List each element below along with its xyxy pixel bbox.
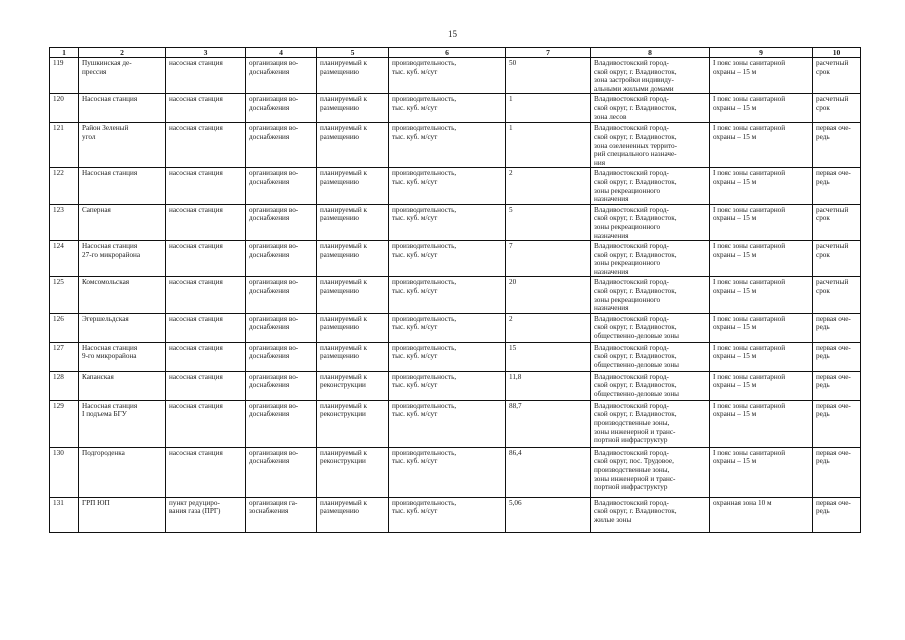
column-header-7: 7 [506,48,591,58]
cell-value: 86,4 [506,447,591,497]
cell-location: Владивостокский город- ской округ, г. Владивосток, общественно-деловые зоны [591,371,710,400]
cell-object-name: Эгершельдская [79,313,166,342]
cell-object-type: насосная станция [166,313,246,342]
table-row [50,497,861,532]
cell-row-number: 121 [50,123,79,168]
cell-location: Владивостокский город- ской округ, г. Владивосток, зона озелененных террито- рий специального назначе- ния [591,123,710,168]
column-header-3: 3 [166,48,246,58]
cell-status: планируемый к размещению [317,342,389,371]
cell-value: 1 [506,94,591,123]
cell-status: планируемый к реконструкции [317,371,389,400]
table-row [50,241,861,277]
cell-object-type: насосная станция [166,371,246,400]
cell-row-number: 130 [50,447,79,497]
cell-implementation-stage: первая оче- редь [813,342,861,371]
cell-object-name: Насосная станция [79,94,166,123]
cell-characteristic: производительность, тыс. куб. м/сут [389,342,506,371]
data-table [49,47,861,533]
cell-characteristic: производительность, тыс. куб. м/сут [389,277,506,313]
cell-characteristic: производительность, тыс. куб. м/сут [389,168,506,204]
cell-object-name: Район Зеленый угол [79,123,166,168]
cell-zone: I пояс зоны санитарной охраны – 15 м [710,241,813,277]
cell-status: планируемый к размещению [317,58,389,94]
cell-purpose: организация во- доснабжения [246,342,317,371]
cell-object-name: Насосная станция 9-го микрорайона [79,342,166,371]
cell-object-type: насосная станция [166,123,246,168]
table-row [50,371,861,400]
cell-value: 2 [506,168,591,204]
column-header-9: 9 [710,48,813,58]
cell-row-number: 120 [50,94,79,123]
cell-value: 88,7 [506,400,591,447]
cell-row-number: 128 [50,371,79,400]
table-row [50,58,861,94]
cell-zone: I пояс зоны санитарной охраны – 15 м [710,400,813,447]
table-row [50,400,861,447]
cell-status: планируемый к размещению [317,277,389,313]
page-number: 15 [448,29,457,39]
cell-status: планируемый к размещению [317,94,389,123]
cell-implementation-stage: расчетный срок [813,94,861,123]
cell-object-name: Пушкинская де- прессия [79,58,166,94]
cell-implementation-stage: первая оче- редь [813,371,861,400]
cell-location: Владивостокский город- ской округ, г. Владивосток, общественно-деловые зоны [591,342,710,371]
cell-object-type: насосная станция [166,58,246,94]
cell-location: Владивостокский город- ской округ, г. Владивосток, общественно-деловые зоны [591,313,710,342]
column-header-8: 8 [591,48,710,58]
cell-implementation-stage: первая оче- редь [813,313,861,342]
cell-zone: I пояс зоны санитарной охраны – 15 м [710,447,813,497]
column-header-2: 2 [79,48,166,58]
cell-object-type: насосная станция [166,241,246,277]
cell-object-name: Подгороденка [79,447,166,497]
cell-characteristic: производительность, тыс. куб. м/сут [389,241,506,277]
cell-object-name: Насосная станция 27-го микрорайона [79,241,166,277]
cell-characteristic: производительность, тыс. куб. м/сут [389,123,506,168]
table-body [50,58,861,533]
cell-characteristic: производительность, тыс. куб. м/сут [389,400,506,447]
cell-object-name: Комсомольская [79,277,166,313]
cell-object-name: ГРП ЮП [79,497,166,532]
cell-location: Владивостокский город- ской округ, г. Владивосток, производственные зоны, зоны инженерной и транс- портной инфраструктур [591,400,710,447]
cell-status: планируемый к размещению [317,204,389,240]
cell-zone: I пояс зоны санитарной охраны – 15 м [710,94,813,123]
cell-implementation-stage: расчетный срок [813,277,861,313]
cell-object-type: пункт редуциро- вания газа (ПРГ) [166,497,246,532]
cell-characteristic: производительность, тыс. куб. м/сут [389,447,506,497]
cell-purpose: организация во- доснабжения [246,313,317,342]
cell-zone: I пояс зоны санитарной охраны – 15 м [710,371,813,400]
cell-purpose: организация во- доснабжения [246,241,317,277]
cell-implementation-stage: расчетный срок [813,204,861,240]
table-row [50,277,861,313]
table-row [50,168,861,204]
cell-location: Владивостокский город- ской округ, г. Владивосток, жилые зоны [591,497,710,532]
cell-location: Владивостокский город- ской округ, г. Владивосток, зоны рекреационного назначения [591,168,710,204]
cell-object-type: насосная станция [166,204,246,240]
cell-characteristic: производительность, тыс. куб. м/сут [389,313,506,342]
cell-object-name: Насосная станция I подъема БГУ [79,400,166,447]
cell-implementation-stage: первая оче- редь [813,123,861,168]
cell-purpose: организация во- доснабжения [246,168,317,204]
cell-object-name: Саперная [79,204,166,240]
table-row [50,204,861,240]
cell-purpose: организация во- доснабжения [246,400,317,447]
cell-zone: I пояс зоны санитарной охраны – 15 м [710,342,813,371]
cell-zone: I пояс зоны санитарной охраны – 15 м [710,204,813,240]
column-header-6: 6 [389,48,506,58]
cell-value: 1 [506,123,591,168]
table-row [50,313,861,342]
cell-row-number: 124 [50,241,79,277]
column-header-10: 10 [813,48,861,58]
cell-value: 20 [506,277,591,313]
cell-object-name: Капанская [79,371,166,400]
cell-purpose: организация га- зоснабжения [246,497,317,532]
cell-location: Владивостокский город- ской округ, г. Владивосток, зоны рекреационного назначения [591,204,710,240]
cell-implementation-stage: первая оче- редь [813,168,861,204]
cell-characteristic: производительность, тыс. куб. м/сут [389,371,506,400]
cell-location: Владивостокский город- ской округ, пос. Трудовое, производственные зоны, зоны инженерной и транс- портной инфраструктур [591,447,710,497]
cell-purpose: организация во- доснабжения [246,94,317,123]
cell-implementation-stage: расчетный срок [813,241,861,277]
column-header-4: 4 [246,48,317,58]
cell-value: 11,8 [506,371,591,400]
cell-purpose: организация во- доснабжения [246,447,317,497]
column-header-5: 5 [317,48,389,58]
cell-zone: I пояс зоны санитарной охраны – 15 м [710,58,813,94]
cell-object-type: насосная станция [166,168,246,204]
cell-zone: I пояс зоны санитарной охраны – 15 м [710,277,813,313]
table-header-row [50,48,861,58]
cell-value: 50 [506,58,591,94]
cell-status: планируемый к размещению [317,497,389,532]
cell-object-type: насосная станция [166,94,246,123]
cell-implementation-stage: первая оче- редь [813,400,861,447]
cell-status: планируемый к размещению [317,168,389,204]
cell-purpose: организация во- доснабжения [246,123,317,168]
cell-status: планируемый к размещению [317,241,389,277]
cell-location: Владивостокский город- ской округ, г. Владивосток, зоны рекреационного назначения [591,241,710,277]
cell-row-number: 123 [50,204,79,240]
cell-location: Владивостокский город- ской округ, г. Владивосток, зона лесов [591,94,710,123]
cell-object-type: насосная станция [166,342,246,371]
cell-object-type: насосная станция [166,277,246,313]
cell-row-number: 131 [50,497,79,532]
cell-row-number: 127 [50,342,79,371]
cell-zone: I пояс зоны санитарной охраны – 15 м [710,168,813,204]
cell-object-type: насосная станция [166,400,246,447]
cell-purpose: организация во- доснабжения [246,204,317,240]
cell-object-type: насосная станция [166,447,246,497]
cell-value: 5,06 [506,497,591,532]
cell-zone: I пояс зоны санитарной охраны – 15 м [710,123,813,168]
cell-status: планируемый к размещению [317,313,389,342]
cell-implementation-stage: расчетный срок [813,58,861,94]
cell-characteristic: производительность, тыс. куб. м/сут [389,204,506,240]
cell-object-name: Насосная станция [79,168,166,204]
cell-status: планируемый к размещению [317,123,389,168]
cell-implementation-stage: первая оче- редь [813,447,861,497]
table-row [50,447,861,497]
cell-purpose: организация во- доснабжения [246,277,317,313]
table-row [50,123,861,168]
cell-value: 2 [506,313,591,342]
cell-characteristic: производительность, тыс. куб. м/сут [389,58,506,94]
cell-row-number: 129 [50,400,79,447]
cell-status: планируемый к реконструкции [317,447,389,497]
column-header-1: 1 [50,48,79,58]
cell-row-number: 126 [50,313,79,342]
cell-location: Владивостокский город- ской округ, г. Владивосток, зона застройки индивиду- альными жилыми домами [591,58,710,94]
table-row [50,94,861,123]
cell-row-number: 122 [50,168,79,204]
cell-row-number: 119 [50,58,79,94]
cell-implementation-stage: первая оче- редь [813,497,861,532]
cell-purpose: организация во- доснабжения [246,58,317,94]
cell-purpose: организация во- доснабжения [246,371,317,400]
cell-value: 15 [506,342,591,371]
cell-characteristic: производительность, тыс. куб. м/сут [389,94,506,123]
cell-zone: охранная зона 10 м [710,497,813,532]
cell-zone: I пояс зоны санитарной охраны – 15 м [710,313,813,342]
cell-location: Владивостокский город- ской округ, г. Владивосток, зоны рекреационного назначения [591,277,710,313]
cell-value: 5 [506,204,591,240]
table-row [50,342,861,371]
cell-row-number: 125 [50,277,79,313]
cell-characteristic: производительность, тыс. куб. м/сут [389,497,506,532]
cell-status: планируемый к реконструкции [317,400,389,447]
cell-value: 7 [506,241,591,277]
